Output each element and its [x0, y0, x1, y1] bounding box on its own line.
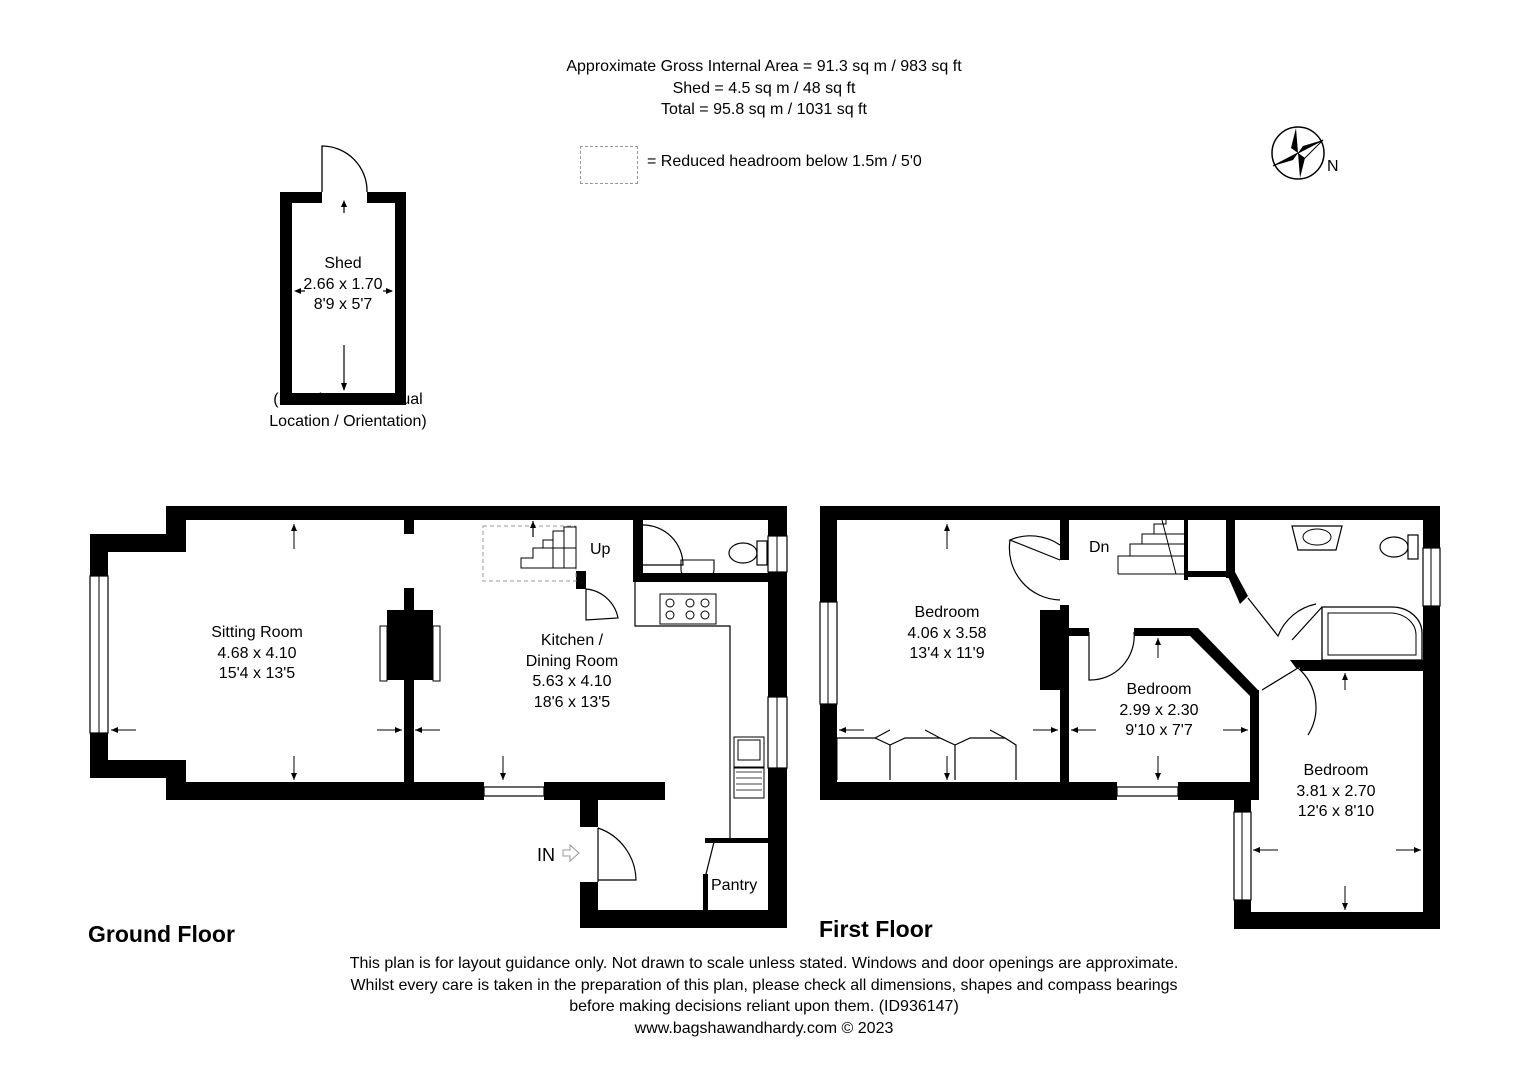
sitting-room-imperial: 15'4 x 13'5 — [218, 665, 296, 682]
website-copyright: www.bagshawandhardy.com © 2023 — [634, 1019, 894, 1037]
bedroom2-name: Bedroom — [1126, 681, 1192, 698]
bedroom3-label — [1256, 761, 1416, 823]
shed-name: Shed — [324, 255, 362, 272]
compass-icon — [1272, 127, 1324, 179]
stairs-down-label: Dn — [1089, 539, 1110, 556]
pantry-label: Pantry — [711, 877, 758, 894]
bedroom1-imperial: 13'4 x 11'9 — [909, 645, 985, 662]
shed-door-swing — [322, 146, 367, 192]
kitchen-imperial: 18'6 x 13'5 — [533, 693, 611, 711]
sitting-room-name: Sitting Room — [211, 624, 303, 641]
total-area: Total = 95.8 sq m / 1031 sq ft — [661, 101, 867, 118]
disclaimer-line3: before making decisions reliant upon them. (ID936147) — [569, 998, 959, 1015]
disclaimer-line2: Whilst every care is taken in the preparation of this plan, please check all dimensions, shapes and compass bearings — [350, 976, 1178, 994]
bedroom2-metric: 2.99 x 2.30 — [1119, 701, 1199, 719]
bedroom1-metric: 4.06 x 3.58 — [907, 624, 987, 642]
bedroom1-name: Bedroom — [914, 604, 980, 621]
gross-internal-area: Approximate Gross Internal Area = 91.3 sq m / 983 sq ft — [566, 58, 962, 75]
bedroom3-metric: 3.81 x 2.70 — [1296, 782, 1376, 800]
sitting-room-label — [177, 623, 337, 685]
kitchen-name-line1: Kitchen / — [540, 632, 604, 649]
bedroom3-imperial: 12'6 x 8'10 — [1297, 803, 1375, 820]
ground-floor-title: Ground Floor — [88, 921, 235, 947]
shed-imperial: 8'9 x 5'7 — [313, 296, 373, 313]
bedroom1-label — [867, 603, 1027, 665]
compass-north-label: N — [1327, 158, 1339, 175]
disclaimer — [0, 953, 1528, 1039]
disclaimer-line1: This plan is for layout guidance only. Not drawn to scale unless stated. Windows and door openings are approximate. — [349, 955, 1179, 972]
bedroom2-imperial: 9'10 x 7'7 — [1125, 722, 1193, 739]
sitting-room-metric: 4.68 x 4.10 — [217, 644, 297, 662]
shed-metric: 2.66 x 1.70 — [303, 275, 383, 293]
bedroom2-label — [1079, 680, 1239, 742]
entrance-label: IN — [537, 845, 555, 865]
first-floor-title: First Floor — [819, 916, 933, 942]
shed-area: Shed = 4.5 sq m / 48 sq ft — [672, 79, 856, 97]
kitchen-metric: 5.63 x 4.10 — [532, 673, 612, 690]
shed-note: (Not Shown In Actual Location / Orientation) — [269, 391, 427, 430]
kitchen-label — [492, 631, 652, 713]
reduced-headroom-label: = Reduced headroom below 1.5m / 5'0 — [647, 153, 922, 170]
ground-floor-plan — [90, 506, 787, 928]
bedroom3-name: Bedroom — [1303, 762, 1369, 779]
kitchen-name-line2: Dining Room — [525, 652, 619, 670]
shed-label — [280, 254, 406, 316]
stairs-up-label: Up — [590, 541, 611, 558]
